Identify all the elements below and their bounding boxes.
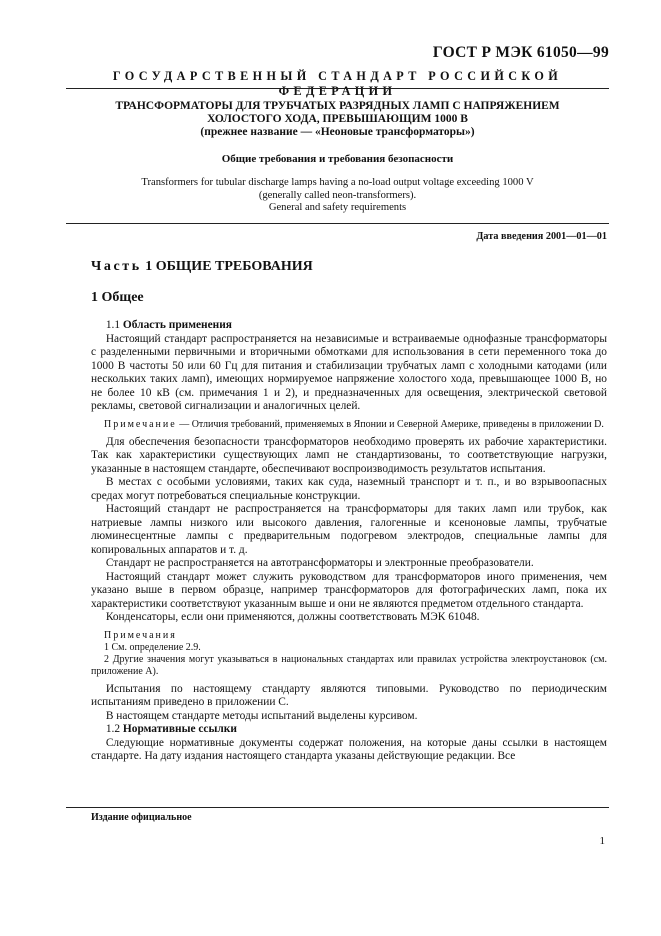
- paragraph-references: Следующие нормативные документы содержат положения, на которые даны ссылки в настоящем стандарте. На дату издания настоящего стандарта указаны действующие редакции. Все: [91, 736, 607, 762]
- part-title: 1 ОБЩИЕ ТРЕБОВАНИЯ: [141, 259, 313, 274]
- subsection-1-2-heading: 1.2 Нормативные ссылки: [105, 723, 237, 735]
- paragraph-guide: Настоящий стандарт может служить руководством для трансформаторов иного применения, чем указано выше в первом образце, например трансформаторов для фотографических ламп, пока их характеристики соответствуют указанным выше и они не являются предметом отдельного стандарта.: [91, 570, 607, 610]
- title-line-2: ХОЛОСТОГО ХОДА, ПРЕВЫШАЮЩИМ 1000 В: [207, 112, 468, 125]
- title-line-1: ТРАНСФОРМАТОРЫ ДЛЯ ТРУБЧАТЫХ РАЗРЯДНЫХ ЛАМП С НАПРЯЖЕНИЕМ: [115, 100, 560, 112]
- official-edition-label: Издание официальное: [91, 812, 192, 823]
- paragraph-autotransformers: Стандарт не распространяется на автотрансформаторы и электронные преобразователи.: [105, 557, 534, 569]
- section-heading: 1 Общее: [91, 290, 144, 305]
- english-title-line-3: General and safety requirements: [268, 202, 407, 214]
- page-number: 1: [599, 835, 605, 847]
- paragraph-tests: Испытания по настоящему стандарту являются типовыми. Руководство по периодическим испытаниям приведено в приложении С.: [91, 682, 607, 708]
- footer-rule: [66, 807, 609, 808]
- note-1: Примечание — Отличия требований, применяемых в Японии и Северной Америке, приведены в приложении D.: [104, 418, 604, 430]
- part-heading: [91, 259, 313, 275]
- standard-code: ГОСТ Р МЭК 61050—99: [432, 44, 609, 61]
- body-text: [91, 319, 607, 764]
- document-subtitle: Общие требования и требования безопасности: [221, 153, 454, 165]
- english-title: [70, 177, 605, 215]
- paragraph-safety: Для обеспечения безопасности трансформаторов необходимо проверять их рабочие характеристики. Так как характеристики существующих ламп не стандартизованы, то соответствующие нагрузки, указанные в настоящем стандарте, обеспечивают воспроизводимость результатов испытания.: [91, 435, 607, 475]
- note-item-1: 1 См. определение 2.9.: [104, 641, 201, 653]
- title-rule: [66, 223, 609, 224]
- header-rule: [66, 88, 609, 89]
- subsection-1-1-heading: 1.1 Область применения: [105, 319, 232, 331]
- state-standard-heading: ГОСУДАРСТВЕННЫЙ СТАНДАРТ РОССИЙСКОЙ ФЕДЕРАЦИИ: [112, 69, 563, 98]
- paragraph-italic: В настоящем стандарте методы испытаний выделены курсивом.: [105, 709, 418, 722]
- paragraph-not-apply: Настоящий стандарт не распространяется на трансформаторы для таких ламп или трубок, как натриевые лампы низкого или высокого давления, галогенные и ксеноновые лампы, трубчатые люминесцентные лампы с предварительным подогревом электродов, специальные лампы для копировальных аппаратов и т. д.: [91, 503, 607, 556]
- notes-label: Примечания: [104, 629, 177, 641]
- paragraph-scope: Настоящий стандарт распространяется на независимые и встраиваемые однофазные трансформаторы с разделенными первичными и вторичными обмотками для использования в сети переменного тока до 1000 В частоты 50 или 60 Гц для питания и стабилизации трубчатых ламп с холодными катодами (или нескольких таких ламп), имеющих нормируемое напряжение холостого хода, превышающее 1000 В, но не более 10 кВ (см. примечания 1 и 2), и предназначенных для освещения, электрической световой рекламы, световой сигнализации и аналогичных целей.: [91, 332, 607, 412]
- english-title-line-1: Transformers for tubular discharge lamps having a no-load output voltage exceeding 1000 V: [141, 177, 534, 188]
- english-title-line-2: (generally called neon-transformers).: [258, 189, 417, 201]
- introduction-date: Дата введения 2001—01—01: [476, 231, 607, 242]
- title-line-3: (прежнее название — «Неоновые трансформаторы»): [200, 125, 475, 138]
- note-item-2: 2 Другие значения могут указываться в национальных стандартах или правилах устройства электроустановок (см. приложение А).: [91, 653, 607, 677]
- paragraph-capacitors: Конденсаторы, если они применяются, должны соответствовать МЭК 61048.: [105, 611, 480, 623]
- notes-block: [91, 630, 607, 678]
- document-title: [70, 100, 605, 138]
- paragraph-special: В местах с особыми условиями, таких как суда, наземный транспорт и т. п., и во взрывоопасных средах могут потребоваться специальные конструкции.: [91, 476, 607, 502]
- part-prefix: Часть: [91, 259, 142, 274]
